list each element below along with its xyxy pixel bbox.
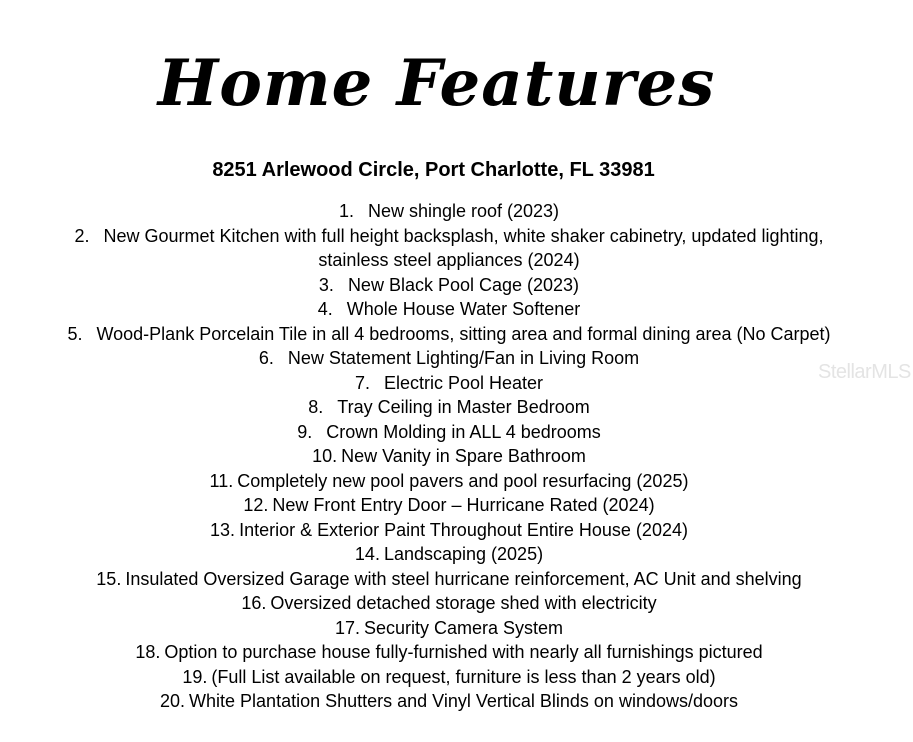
item-number: 12. xyxy=(243,495,269,515)
item-number: 5. xyxy=(67,323,83,344)
list-item xyxy=(0,542,898,567)
list-item xyxy=(0,371,898,396)
list-item xyxy=(0,420,898,445)
list-item xyxy=(0,591,898,616)
item-text: New Statement Lighting/Fan in Living Room xyxy=(287,348,640,368)
page-title: Home Features xyxy=(157,46,716,121)
item-text: Crown Molding in ALL 4 bedrooms xyxy=(326,421,601,442)
item-number: 19. xyxy=(182,666,208,687)
item-text: Tray Ceiling in Master Bedroom xyxy=(337,397,590,417)
list-item xyxy=(0,469,898,494)
item-text: Security Camera System xyxy=(363,617,564,638)
item-text: New Front Entry Door – Hurricane Rated (2024) xyxy=(272,495,655,515)
item-text: New shingle roof (2023) xyxy=(367,201,560,221)
list-item xyxy=(0,346,898,371)
list-item xyxy=(0,444,898,469)
list-item xyxy=(0,640,898,665)
item-text: Option to purchase house fully-furnished with nearly all furnishings pictured xyxy=(164,642,763,662)
item-number: 16. xyxy=(241,593,267,613)
item-number: 1. xyxy=(338,201,354,221)
item-text: Completely new pool pavers and pool resurfacing (2025) xyxy=(237,470,689,491)
item-text: Electric Pool Heater xyxy=(383,372,544,393)
item-number: 11. xyxy=(209,470,234,491)
list-item xyxy=(0,199,898,224)
item-text: New Black Pool Cage (2023) xyxy=(347,274,580,295)
item-number: 2. xyxy=(74,225,90,246)
list-item xyxy=(0,273,898,298)
list-item xyxy=(0,518,898,543)
item-number: 10. xyxy=(312,446,338,466)
item-number: 17. xyxy=(334,617,360,638)
item-number: 3. xyxy=(318,274,334,295)
item-number: 15. xyxy=(96,568,122,589)
list-item xyxy=(0,665,898,690)
item-text: Landscaping (2025) xyxy=(383,544,544,564)
list-item xyxy=(0,616,898,641)
item-text: (Full List available on request, furniture is less than 2 years old) xyxy=(211,666,716,687)
stellar-mls-watermark: StellarMLS xyxy=(818,361,911,383)
item-number: 8. xyxy=(308,397,324,417)
list-item xyxy=(0,297,898,322)
item-text: Oversized detached storage shed with electricity xyxy=(270,593,657,613)
list-item xyxy=(0,224,898,273)
item-number: 14. xyxy=(354,544,380,564)
item-text: White Plantation Shutters and Vinyl Vertical Blinds on windows/doors xyxy=(189,691,738,711)
item-text: New Vanity in Spare Bathroom xyxy=(341,446,586,466)
list-item xyxy=(0,493,898,518)
item-number: 20. xyxy=(160,691,186,711)
item-text: Whole House Water Softener xyxy=(346,299,581,319)
feature-list xyxy=(0,199,898,714)
list-item xyxy=(0,567,898,592)
item-text: Interior & Exterior Paint Throughout Entire House (2024) xyxy=(239,519,688,540)
item-number: 9. xyxy=(297,421,313,442)
item-number: 7. xyxy=(354,372,370,393)
item-text: Insulated Oversized Garage with steel hurricane reinforcement, AC Unit and shelving xyxy=(125,568,802,589)
list-item xyxy=(0,322,898,347)
list-item xyxy=(0,689,898,714)
item-text: New Gourmet Kitchen with full height backsplash, white shaker cabinetry, updated lighting, xyxy=(103,225,824,246)
item-number: 18. xyxy=(135,642,161,662)
item-text-continued: stainless steel appliances (2024) xyxy=(318,250,580,270)
item-number: 4. xyxy=(317,299,333,319)
list-item xyxy=(0,395,898,420)
property-address: 8251 Arlewood Circle, Port Charlotte, FL 33981 xyxy=(212,159,655,181)
item-number: 6. xyxy=(258,348,274,368)
item-number: 13. xyxy=(210,519,236,540)
item-text: Wood-Plank Porcelain Tile in all 4 bedrooms, sitting area and formal dining area (No Carpet) xyxy=(96,323,831,344)
